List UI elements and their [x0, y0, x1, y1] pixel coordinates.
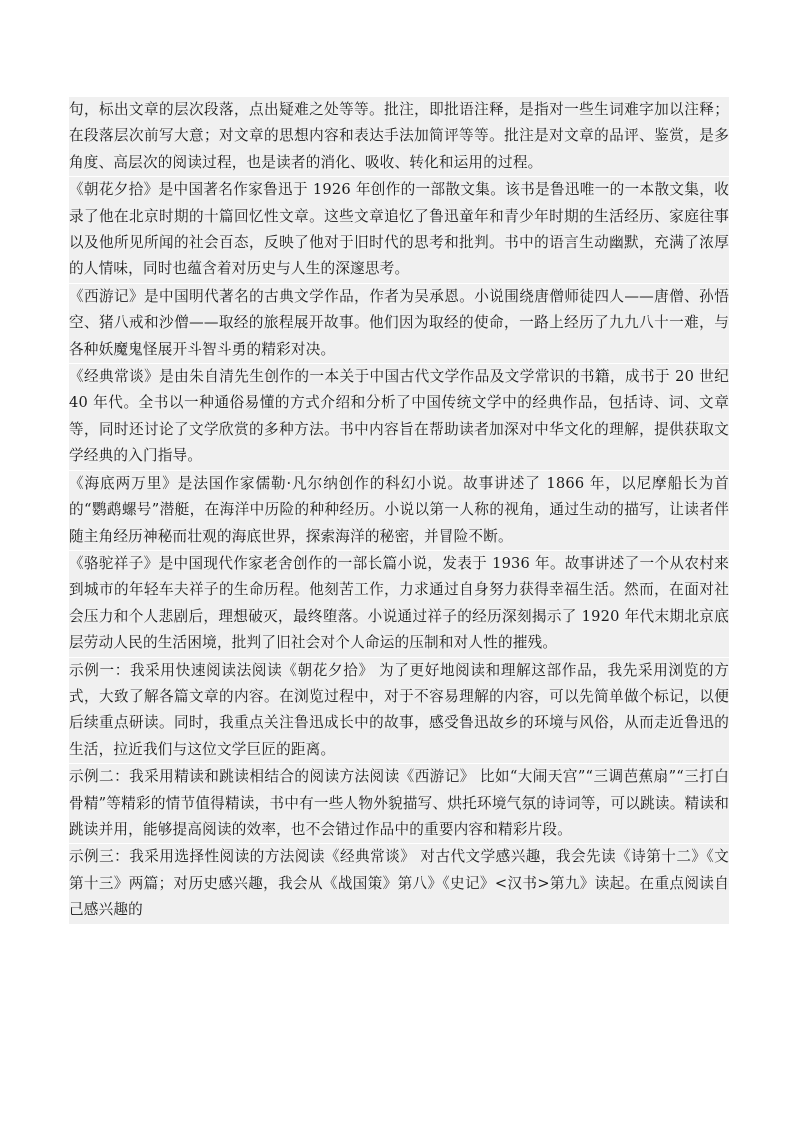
paragraph-haidiliangwanli: 《海底两万里》是法国作家儒勒·凡尔纳创作的科幻小说。故事讲述了 1866 年，以尼摩船长为首的“鹦鹉螺号”潜艇，在海洋中历险的种种经历。小说以第一人称的视角，通过生动的描写，让读者伴随主角经历神秘而壮观的海底世界，探索海洋的秘密，并冒险不断。	[69, 471, 729, 550]
paragraph-example-three: 示例三：我采用选择性阅读的方法阅读《经典常谈》 对古代文学感兴趣，我会先读《诗第十二》《文第十三》两篇；对历史感兴趣，我会从《战国策》第八》《史记》<汉书>第九》读起。在重点阅读自己感兴趣的	[69, 844, 729, 923]
paragraph-jingdianchangtan: 《经典常谈》是由朱自清先生创作的一本关于中国古代文学作品及文学常识的书籍，成书于 20 世纪 40 年代。全书以一种通俗易懂的方式介绍和分析了中国传统文学中的经典作品，包括诗、词、文章等，同时还讨论了文学欣赏的多种方法。书中内容旨在帮助读者加深对中华文化的理解，提供获取文学经典的入门指导。	[69, 364, 729, 470]
paragraph-luotuoxiangzi: 《骆驼祥子》是中国现代作家老舍创作的一部长篇小说，发表于 1936 年。故事讲述了一个从农村来到城市的年轻车夫祥子的生命历程。他刻苦工作，力求通过自身努力获得幸福生活。然而，在面对社会压力和个人悲剧后，理想破灭，最终堕落。小说通过祥子的经历深刻揭示了 1920 年代末期北京底层劳动人民的生活困境，批判了旧社会对个人命运的压制和对人性的摧残。	[69, 551, 729, 657]
paragraph-annotation: 句，标出文章的层次段落，点出疑难之处等等。批注，即批语注释，是指对一些生词难字加以注释；在段落层次前写大意；对文章的思想内容和表达手法加简评等等。批注是对文章的品评、鉴赏，是多角度、高层次的阅读过程，也是读者的消化、吸收、转化和运用的过程。	[69, 97, 729, 176]
paragraph-xiyouji: 《西游记》是中国明代著名的古典文学作品，作者为吴承恩。小说围绕唐僧师徒四人——唐僧、孙悟空、猪八戒和沙僧——取经的旅程展开故事。他们因为取经的使命，一路上经历了九九八十一难，与各种妖魔鬼怪展开斗智斗勇的精彩对决。	[69, 284, 729, 363]
paragraph-example-two: 示例二：我采用精读和跳读相结合的阅读方法阅读《西游记》 比如“大闹天宫”“三调芭蕉扇”“三打白骨精”等精彩的情节值得精读，书中有一些人物外貌描写、烘托环境气氛的诗词等，可以跳读。精读和跳读并用，能够提高阅读的效率，也不会错过作品中的重要内容和精彩片段。	[69, 764, 729, 843]
document-body	[69, 97, 729, 925]
paragraph-example-one: 示例一：我采用快速阅读法阅读《朝花夕拾》 为了更好地阅读和理解这部作品，我先采用浏览的方式，大致了解各篇文章的内容。在浏览过程中，对于不容易理解的内容，可以先简单做个标记，以便后续重点研读。同时，我重点关注鲁迅成长中的故事，感受鲁迅故乡的环境与风俗，从而走近鲁迅的生活，拉近我们与这位文学巨匠的距离。	[69, 658, 729, 764]
paragraph-zhaohuaxishi: 《朝花夕拾》是中国著名作家鲁迅于 1926 年创作的一部散文集。该书是鲁迅唯一的一本散文集，收录了他在北京时期的十篇回忆性文章。这些文章追忆了鲁迅童年和青少年时期的生活经历、家庭往事以及他所见所闻的社会百态，反映了他对于旧时代的思考和批判。书中的语言生动幽默，充满了浓厚的人情味，同时也蕴含着对历史与人生的深邃思考。	[69, 177, 729, 283]
